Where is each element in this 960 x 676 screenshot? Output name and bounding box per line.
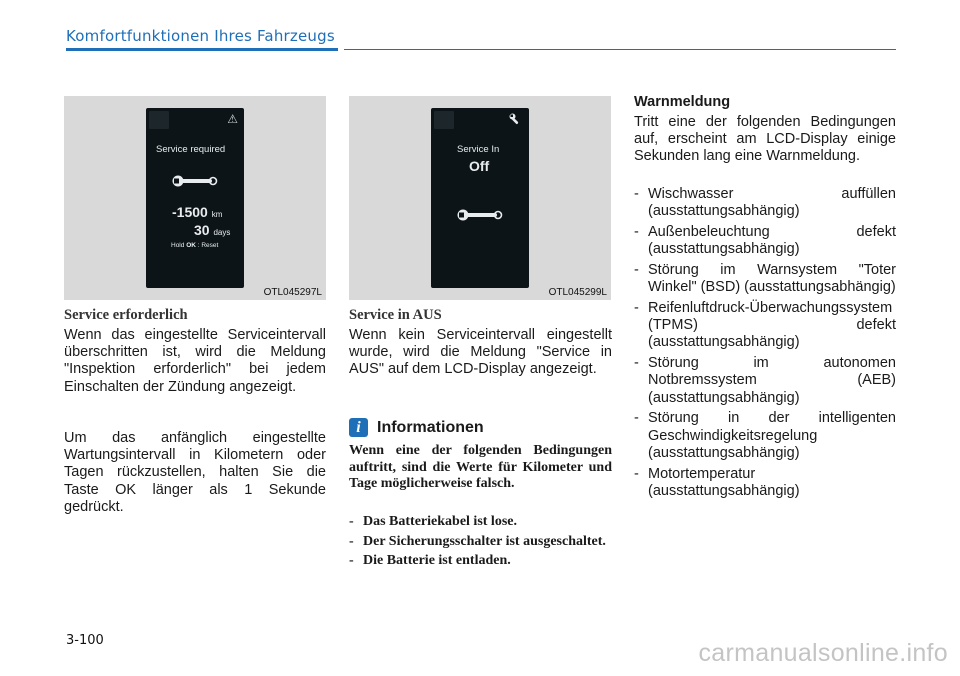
list-item: - Die Batterie ist entladen.: [349, 553, 511, 569]
display-distance-unit: km: [211, 210, 223, 219]
wrench-icon: [172, 174, 218, 188]
display-days: 30: [194, 222, 210, 238]
paragraph: Wenn das eingestellte Serviceintervall überschritten ist, wird die Meldung "Inspektion erforderlich" bei jedem Einschalten der Zündung angezeigt.: [64, 327, 326, 395]
list-item: - Störung im autonomen Notbremssystem (AEB) (ausstattungsabhängig): [634, 355, 896, 406]
list-item: - Das Batteriekabel ist lose.: [349, 514, 517, 529]
paragraph: Wenn kein Serviceintervall eingestellt wurde, wird die Meldung "Service in AUS" auf dem LCD-Display angezeigt.: [349, 327, 612, 378]
display-title: Service In: [457, 144, 500, 155]
figure-code: OTL045299L: [548, 287, 607, 298]
cluster-display: [431, 108, 529, 288]
info-header: [349, 418, 484, 437]
figure-service-required: [64, 96, 326, 300]
figure-code: OTL045297L: [263, 287, 322, 298]
display-hint-key: OK: [186, 242, 196, 249]
display-hint-prefix: Hold: [171, 242, 185, 249]
wrench-icon: [457, 208, 503, 222]
display-title: Service required: [156, 144, 226, 155]
warning-list: [634, 186, 896, 504]
display-days-unit: days: [213, 228, 231, 237]
list-item: - Reifenluftdruck-Überwachungssystem (TPMS) defekt (ausstattungsabhängig): [634, 300, 896, 351]
paragraph: Um das anfänglich eingestellte Wartungsintervall in Kilometern oder Tagen rückzustellen, halten Sie die Taste OK länger als 1 Sekunde gedrückt.: [64, 430, 326, 515]
display-corner-box: [149, 111, 169, 129]
cluster-display: [146, 108, 244, 288]
list-item: - Wischwasser auffüllen (ausstattungsabhängig): [634, 186, 896, 220]
page-number: 3-100: [66, 633, 104, 648]
list-item: - Störung in der intelligenten Geschwindigkeitsregelung (ausstattungsabhängig): [634, 410, 896, 461]
info-title: Informationen: [377, 418, 484, 436]
chapter-title: Komfortfunktionen Ihres Fahrzeugs: [66, 27, 335, 45]
section-heading-warning: Warnmeldung: [634, 94, 731, 110]
display-distance: -1500: [172, 204, 208, 220]
watermark: carmanualsonline.info: [698, 639, 948, 667]
info-list: [349, 514, 612, 570]
list-item: - Motortemperatur (ausstattungsabhängig): [634, 465, 800, 499]
list-item: - Außenbeleuchtung defekt (ausstattungsabhängig): [634, 224, 896, 258]
info-body: Wenn eine der folgenden Bedingungen auftritt, sind die Werte für Kilometer und Tage möglicherweise falsch.: [349, 443, 612, 492]
display-corner-box: [434, 111, 454, 129]
header-rule: [344, 49, 896, 50]
list-item: - Der Sicherungsschalter ist ausgeschaltet.: [349, 533, 606, 549]
display-hint-suffix: : Reset: [197, 242, 219, 249]
paragraph: Tritt eine der folgenden Bedingungen auf, erscheint am LCD-Display einige Sekunden lang eine Warnmeldung.: [634, 114, 896, 165]
section-heading-service-off: Service in AUS: [349, 307, 442, 323]
display-value: Off: [469, 158, 490, 174]
wrench-icon: [509, 113, 521, 125]
header-rule-accent: [66, 48, 338, 51]
section-heading-service-required: Service erforderlich: [64, 307, 188, 323]
list-item: - Störung im Warnsystem "Toter Winkel" (BSD) (ausstattungsabhängig): [634, 262, 896, 296]
figure-service-off: [349, 96, 611, 300]
warning-triangle-icon: ⚠: [227, 112, 238, 126]
info-icon: i: [349, 418, 368, 437]
